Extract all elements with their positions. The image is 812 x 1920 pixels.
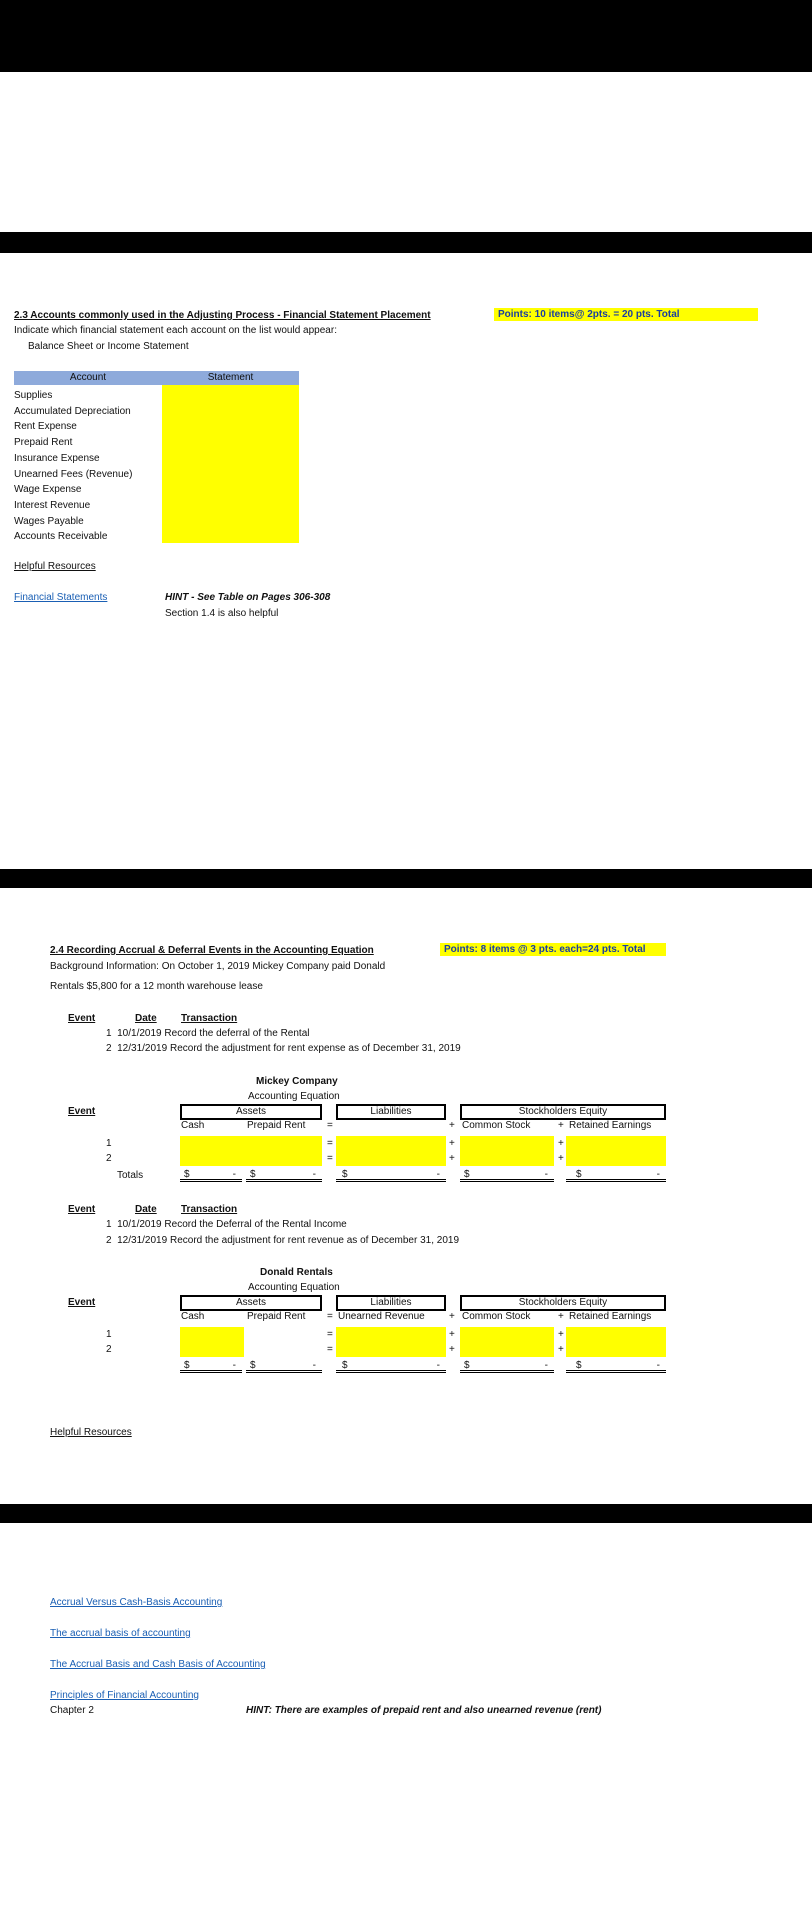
stockholders-equity-header: Stockholders Equity [460, 1104, 666, 1120]
hint-text: HINT - See Table on Pages 306-308 [165, 592, 331, 603]
total-cash: $ - [180, 1359, 242, 1373]
equals-sign: = [327, 1344, 333, 1355]
list-item: Insurance Expense [14, 452, 100, 464]
row-number: 1 [106, 1138, 112, 1149]
assets-header: Assets [180, 1104, 322, 1120]
row-number: 2 [106, 1153, 112, 1164]
hint-text-2: Section 1.4 is also helpful [165, 608, 279, 619]
row-number: 1 [106, 1329, 112, 1340]
common-stock-input-cells[interactable] [460, 1136, 554, 1166]
hint-text: HINT: There are examples of prepaid rent and also unearned revenue (rent) [246, 1705, 602, 1716]
points-badge: Points: 8 items @ 3 pts. each=24 pts. Total [440, 943, 666, 956]
transaction-header: Transaction [181, 1013, 238, 1024]
plus-sign: + [558, 1120, 564, 1131]
plus-sign: + [449, 1344, 455, 1355]
assets-header: Assets [180, 1295, 322, 1311]
resource-link[interactable]: The accrual basis of accounting [50, 1628, 191, 1639]
account-column-header: Account [14, 371, 162, 385]
resource-link[interactable]: The Accrual Basis and Cash Basis of Accounting [50, 1659, 266, 1670]
background-line-2: Rentals $5,800 for a 12 month warehouse lease [50, 981, 263, 992]
plus-sign: + [558, 1153, 564, 1164]
list-item: Prepaid Rent [14, 437, 73, 449]
resource-link[interactable]: Principles of Financial Accounting [50, 1690, 199, 1701]
section-title: 2.4 Recording Accrual & Deferral Events in the Accounting Equation [50, 945, 374, 956]
prepaid-rent-column-label: Prepaid Rent [247, 1120, 306, 1131]
plus-sign: + [449, 1153, 455, 1164]
unearned-revenue-column-label: Unearned Revenue [338, 1311, 425, 1322]
event-header: Event [68, 1013, 96, 1024]
options-text: Balance Sheet or Income Statement [28, 341, 189, 352]
resource-link[interactable]: Accrual Versus Cash-Basis Accounting [50, 1597, 223, 1608]
date-header: Date [135, 1013, 157, 1024]
total-common-stock: $ - [460, 1168, 554, 1182]
helpful-resources-heading: Helpful Resources [14, 561, 96, 572]
total-prepaid-rent: $ - [246, 1359, 322, 1373]
equals-sign: = [327, 1311, 333, 1322]
transaction-row: 2 12/31/2019 Record the adjustment for rent revenue as of December 31, 2019 [106, 1235, 460, 1246]
company-name: Mickey Company [256, 1076, 338, 1087]
equation-title: Accounting Equation [248, 1282, 340, 1293]
date-header: Date [135, 1204, 157, 1215]
event-header: Event [68, 1204, 96, 1215]
total-prepaid-rent: $ - [246, 1168, 322, 1182]
assets-input-cells[interactable] [180, 1136, 322, 1166]
totals-label: Totals [117, 1170, 144, 1181]
plus-sign: + [558, 1311, 564, 1322]
cash-input-cells[interactable] [180, 1327, 244, 1357]
points-badge: Points: 10 items@ 2pts. = 20 pts. Total [494, 308, 758, 321]
total-retained-earnings: $ - [566, 1168, 666, 1182]
transaction-row: 1 10/1/2019 Record the deferral of the Rental [106, 1028, 310, 1039]
retained-earnings-input-cells[interactable] [566, 1136, 666, 1166]
section-2-3 [0, 253, 812, 869]
company-name: Donald Rentals [260, 1267, 333, 1278]
retained-earnings-column-label: Retained Earnings [569, 1311, 652, 1322]
prepaid-rent-column-label: Prepaid Rent [247, 1311, 306, 1322]
plus-sign: + [558, 1138, 564, 1149]
equals-sign: = [327, 1153, 333, 1164]
statement-column-header: Statement [162, 371, 299, 385]
retained-earnings-input-cells[interactable] [566, 1327, 666, 1357]
retained-earnings-column-label: Retained Earnings [569, 1120, 652, 1131]
event-header: Event [68, 1297, 96, 1308]
plus-sign: + [449, 1120, 455, 1131]
equals-sign: = [327, 1120, 333, 1131]
cash-column-label: Cash [181, 1120, 205, 1131]
total-cash: $ - [180, 1168, 242, 1182]
background-line-1: Background Information: On October 1, 2019 Mickey Company paid Donald [50, 961, 386, 972]
stockholders-equity-header: Stockholders Equity [460, 1295, 666, 1311]
section-title: 2.3 Accounts commonly used in the Adjusting Process - Financial Statement Placement [14, 310, 431, 321]
list-item: Supplies [14, 390, 53, 401]
plus-sign: + [449, 1311, 455, 1322]
instruction-text: Indicate which financial statement each account on the list would appear: [14, 325, 337, 336]
liabilities-input-cells[interactable] [336, 1327, 446, 1357]
blank-panel-top [0, 72, 812, 232]
cash-column-label: Cash [181, 1311, 205, 1322]
financial-statements-link[interactable]: Financial Statements [14, 592, 108, 603]
transaction-header: Transaction [181, 1204, 238, 1215]
plus-sign: + [558, 1329, 564, 1340]
list-item: Wages Payable [14, 515, 84, 527]
common-stock-column-label: Common Stock [462, 1311, 531, 1322]
total-common-stock: $ - [460, 1359, 554, 1373]
list-item: Unearned Fees (Revenue) [14, 468, 133, 480]
list-item: Rent Expense [14, 421, 77, 433]
resources-panel [0, 1523, 812, 1920]
plus-sign: + [449, 1329, 455, 1340]
liabilities-header: Liabilities [336, 1104, 446, 1120]
account-list [14, 388, 132, 545]
list-item: Wage Expense [14, 484, 82, 496]
chapter-label: Chapter 2 [50, 1705, 94, 1716]
plus-sign: + [558, 1344, 564, 1355]
equation-title: Accounting Equation [248, 1091, 340, 1102]
list-item: Accounts Receivable [14, 531, 108, 543]
liabilities-header: Liabilities [336, 1295, 446, 1311]
transaction-row: 2 12/31/2019 Record the adjustment for rent expense as of December 31, 2019 [106, 1043, 461, 1054]
equals-sign: = [327, 1329, 333, 1340]
event-header: Event [68, 1106, 96, 1117]
total-liabilities: $ - [336, 1359, 446, 1373]
plus-sign: + [449, 1138, 455, 1149]
list-item: Interest Revenue [14, 499, 91, 511]
equals-sign: = [327, 1138, 333, 1149]
liabilities-input-cells[interactable] [336, 1136, 446, 1166]
total-retained-earnings: $ - [566, 1359, 666, 1373]
row-number: 2 [106, 1344, 112, 1355]
common-stock-input-cells[interactable] [460, 1327, 554, 1357]
transaction-row: 1 10/1/2019 Record the Deferral of the Rental Income [106, 1219, 347, 1230]
section-2-4 [0, 888, 812, 1504]
list-item: Accumulated Depreciation [14, 405, 131, 417]
statement-input-column[interactable] [162, 385, 299, 543]
helpful-resources-heading: Helpful Resources [50, 1427, 132, 1438]
common-stock-column-label: Common Stock [462, 1120, 531, 1131]
total-liabilities: $ - [336, 1168, 446, 1182]
